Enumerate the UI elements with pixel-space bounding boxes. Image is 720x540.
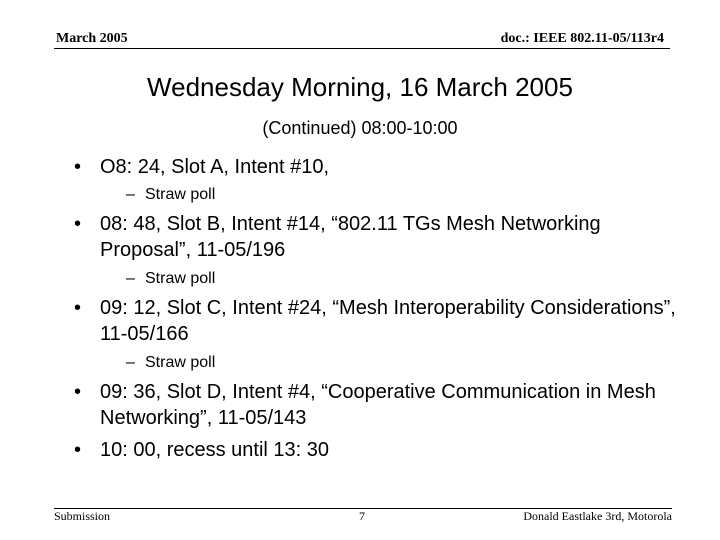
dash-icon: – [126, 270, 135, 287]
bullet-text: 09: 36, Slot D, Intent #4, “Cooperative Communication in Mesh Networking”, 11-05/143 [100, 381, 656, 429]
bullet-icon: • [74, 156, 82, 178]
bullet-item [74, 379, 680, 431]
dash-icon: – [126, 354, 135, 371]
footer-author: Donald Eastlake 3rd, Motorola [523, 509, 672, 523]
footer-submission: Submission [54, 509, 111, 523]
header-date: March 2005 [56, 31, 128, 46]
bullet-icon: • [74, 381, 82, 403]
header-doc-id: doc.: IEEE 802.11-05/113r4 [500, 31, 664, 46]
slide-title: Wednesday Morning, 16 March 2005 [147, 72, 573, 102]
bullet-icon: • [74, 213, 82, 235]
bullet-item [74, 295, 680, 347]
slide-subtitle: (Continued) 08:00-10:00 [262, 118, 458, 138]
bullet-item [74, 211, 680, 263]
bullet-text: 09: 12, Slot C, Intent #24, “Mesh Interoperability Considerations”, 11-05/166 [100, 297, 676, 345]
bullet-text: O8: 24, Slot A, Intent #10, [100, 156, 330, 178]
dash-icon: – [126, 186, 135, 203]
bullet-text: 08: 48, Slot B, Intent #14, “802.11 TGs Mesh Networking Proposal”, 11-05/196 [100, 213, 601, 261]
page-number: 7 [359, 509, 365, 523]
sub-bullet-text: Straw poll [145, 354, 216, 371]
bullet-icon: • [74, 439, 82, 461]
bullet-icon: • [74, 297, 82, 319]
header-divider [54, 48, 670, 49]
sub-bullet-text: Straw poll [145, 186, 216, 203]
bullet-item [74, 154, 680, 180]
bullet-item [74, 437, 680, 463]
bullet-text: 10: 00, recess until 13: 30 [100, 439, 330, 461]
sub-bullet-text: Straw poll [145, 270, 216, 287]
